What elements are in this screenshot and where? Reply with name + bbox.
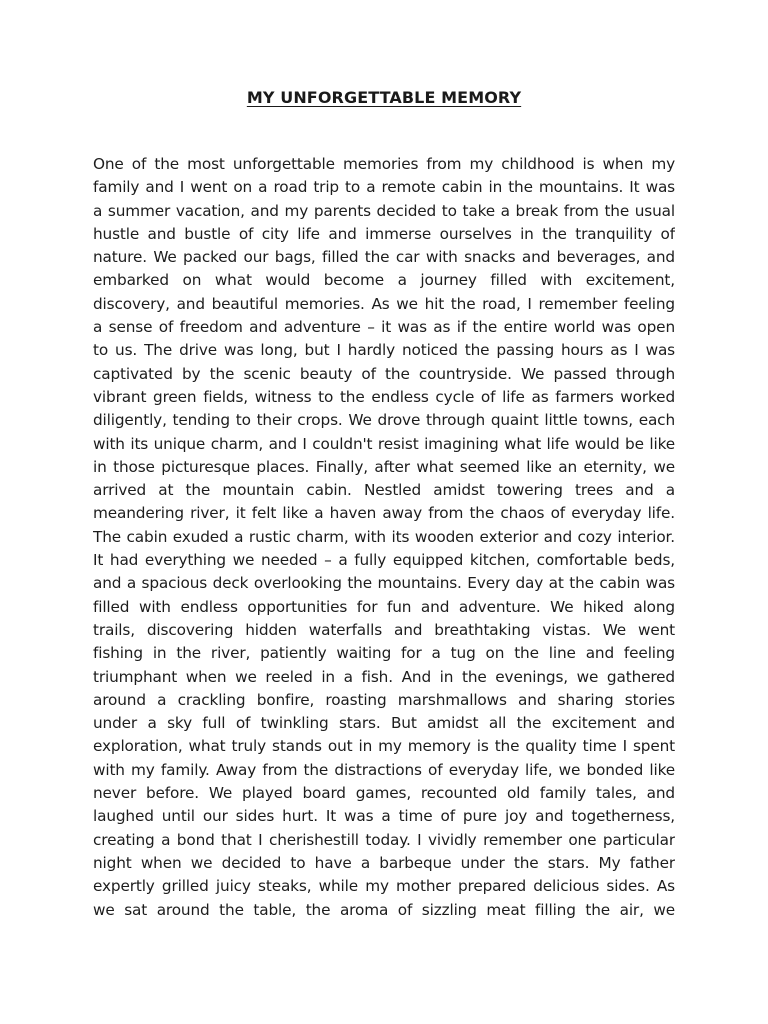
body-text-line: trails, discovering hidden waterfalls and breathtaking vistas. We went [93,620,675,639]
body-text-line: filled with endless opportunities for fun and adventure. We hiked along [93,597,675,616]
body-text-line: embarked on what would become a journey filled with excitement, [93,271,675,290]
body-text-line: arrived at the mountain cabin. Nestled amidst towering trees and a [93,481,675,500]
essay-body [93,153,675,922]
body-text-line: never before. We played board games, recounted old family tales, and [93,784,675,803]
body-text-line: we sat around the table, the aroma of sizzling meat filling the air, we [93,900,675,919]
body-text-line: expertly grilled juicy steaks, while my mother prepared delicious sides. As [93,877,675,896]
body-text-line: It had everything we needed – a fully equipped kitchen, comfortable beds, [93,551,675,570]
body-text-line: exploration, what truly stands out in my memory is the quality time I spent [93,737,675,756]
body-text-line: laughed until our sides hurt. It was a time of pure joy and togetherness, [93,807,675,826]
body-text-line: fishing in the river, patiently waiting for a tug on the line and feeling [93,644,675,663]
body-text-line: captivated by the scenic beauty of the countryside. We passed through [93,364,675,383]
body-text-line: One of the most unforgettable memories from my childhood is when my [93,155,675,173]
body-text-line: with my family. Away from the distractions of everyday life, we bonded like [93,760,675,779]
body-text-line: to us. The drive was long, but I hardly noticed the passing hours as I was [93,341,675,360]
body-text-line: around a crackling bonfire, roasting marshmallows and sharing stories [93,690,675,709]
body-text-line: in those picturesque places. Finally, after what seemed like an eternity, we [93,457,675,476]
body-text-line: a sense of freedom and adventure – it was as if the entire world was open [93,318,675,337]
body-text-line: vibrant green fields, witness to the endless cycle of life as farmers worked [93,387,675,406]
body-text-line: creating a bond that I cherishestill today. I vividly remember one particular [93,830,675,849]
body-text-line: triumphant when we reeled in a fish. And in the evenings, we gathered [93,667,675,686]
body-text-line: diligently, tending to their crops. We drove through quaint little towns, each [93,411,675,430]
body-text-line: a summer vacation, and my parents decided to take a break from the usual [93,201,675,220]
body-text-line: hustle and bustle of city life and immerse ourselves in the tranquility of [93,224,675,243]
body-text-line: The cabin exuded a rustic charm, with its wooden exterior and cozy interior. [93,527,675,546]
body-text-line: night when we decided to have a barbeque under the stars. My father [93,853,675,872]
body-text-line: under a sky full of twinkling stars. But amidst all the excitement and [93,714,675,733]
page-title: MY UNFORGETTABLE MEMORY [246,88,522,107]
body-text-line: discovery, and beautiful memories. As we hit the road, I remember feeling [93,294,675,313]
body-text-line: family and I went on a road trip to a remote cabin in the mountains. It was [93,178,675,197]
body-text-line: nature. We packed our bags, filled the car with snacks and beverages, and [93,248,675,267]
body-text-line: and a spacious deck overlooking the mountains. Every day at the cabin was [93,574,675,593]
body-text-line: meandering river, it felt like a haven away from the chaos of everyday life. [93,504,675,523]
body-text-line: with its unique charm, and I couldn't resist imagining what life would be like [93,434,675,453]
